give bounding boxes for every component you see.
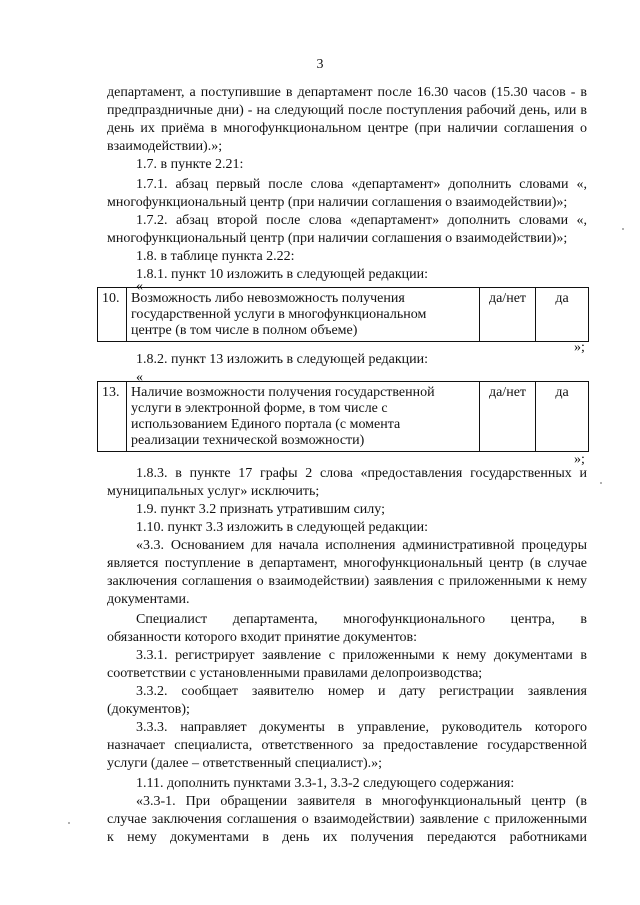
item-1-8-1: 1.8.1. пункт 10 изложить в следующей редакции:: [136, 267, 428, 282]
text-line: муниципальных услуг» исключить;: [107, 484, 320, 499]
open-quote: «: [136, 370, 143, 385]
item-1-9: 1.9. пункт 3.2 признать утратившим силу;: [136, 502, 385, 517]
table-cell-value: да: [536, 382, 589, 452]
table-cell-options: да/нет: [480, 382, 536, 452]
item-1-8-3: 1.8.3. в пункте 17 графы 2 слова «предоставления государственных и: [136, 466, 587, 481]
table-cell-options: да/нет: [480, 288, 536, 342]
table-item-13: [97, 381, 589, 452]
text-line: день их приёма в многофункциональном центре (при наличии соглашения о: [107, 121, 587, 136]
paragraph-3-3-1b: «3.3-1. При обращении заявителя в многофункциональный центр (в: [136, 794, 587, 809]
text-line: заключения соглашения о взаимодействии) заявления с приложенными к нему: [107, 574, 587, 589]
close-quote: »;: [574, 452, 585, 467]
item-1-11: 1.11. дополнить пунктами 3.3-1, 3.3-2 следующего содержания:: [136, 776, 515, 791]
text-line: случае заключения соглашения о взаимодействии) заявление с приложенными: [107, 812, 587, 827]
text-line: документами.: [107, 592, 190, 607]
text-line: взаимодействии).»;: [107, 139, 223, 154]
table-item-10: [97, 287, 589, 342]
text-line: департамент, а поступившие в департамент после 16.30 часов (15.30 часов - в: [107, 85, 587, 100]
item-1-7-2: 1.7.2. абзац второй после слова «департамент» дополнить словами «,: [136, 213, 587, 228]
table-cell-number: 10.: [98, 288, 127, 342]
page-number: 3: [316, 57, 324, 72]
open-quote: «: [136, 279, 143, 294]
close-quote: »;: [574, 340, 585, 355]
item-1-8-2: 1.8.2. пункт 13 изложить в следующей редакции:: [136, 352, 428, 367]
text-line: услуги (далее – ответственный специалист).»;: [107, 756, 382, 771]
paragraph-3-3-1: 3.3.1. регистрирует заявление с приложенными к нему документами в: [136, 648, 587, 663]
table-cell-value: да: [536, 288, 589, 342]
text-line: обязанности которого входит принятие документов:: [107, 630, 418, 645]
item-1-10: 1.10. пункт 3.3 изложить в следующей редакции:: [136, 520, 428, 535]
text-line: к нему документами в день их получения передаются работниками: [107, 830, 587, 845]
text-line: соответствии с установленными правилами делопроизводства;: [107, 666, 483, 681]
text-line: (документов);: [107, 702, 190, 717]
item-1-8: 1.8. в таблице пункта 2.22:: [136, 249, 295, 264]
text-line: многофункциональный центр (при наличии соглашения о взаимодействии)»;: [107, 195, 568, 210]
paragraph-3-3-3: 3.3.3. направляет документы в управление, руководитель которого: [136, 720, 587, 735]
paragraph-3-3: «3.3. Основанием для начала исполнения административной процедуры: [136, 538, 587, 553]
scan-speck: [622, 228, 624, 230]
scan-speck: [68, 822, 70, 824]
scan-speck: [600, 482, 602, 484]
table-cell-number: 13.: [98, 382, 127, 452]
text-line: предпраздничные дни) - на следующий после поступления рабочий день, или в: [107, 103, 587, 118]
item-1-7-1: 1.7.1. абзац первый после слова «департамент» дополнить словами «,: [136, 177, 587, 192]
table-cell-text: Возможность либо невозможность получения государственной услуги в многофункциональном центре (в том числе в полном объеме): [127, 288, 480, 342]
paragraph-specialist: Специалист департамента, многофункционального центра, в: [136, 612, 587, 627]
item-1-7: 1.7. в пункте 2.21:: [136, 157, 244, 172]
text-line: назначает специалиста, ответственного за предоставление государственной: [107, 738, 587, 753]
text-line: многофункциональный центр (при наличии соглашения о взаимодействии)»;: [107, 231, 568, 246]
table-cell-text: Наличие возможности получения государственной услуги в электронной форме, в том числе с использованием Единого портала (с момента реализации технической возможности): [127, 382, 480, 452]
text-line: является поступление в департамент, многофункциональный центр (в случае: [107, 556, 587, 571]
paragraph-3-3-2: 3.3.2. сообщает заявителю номер и дату регистрации заявления: [136, 684, 587, 699]
